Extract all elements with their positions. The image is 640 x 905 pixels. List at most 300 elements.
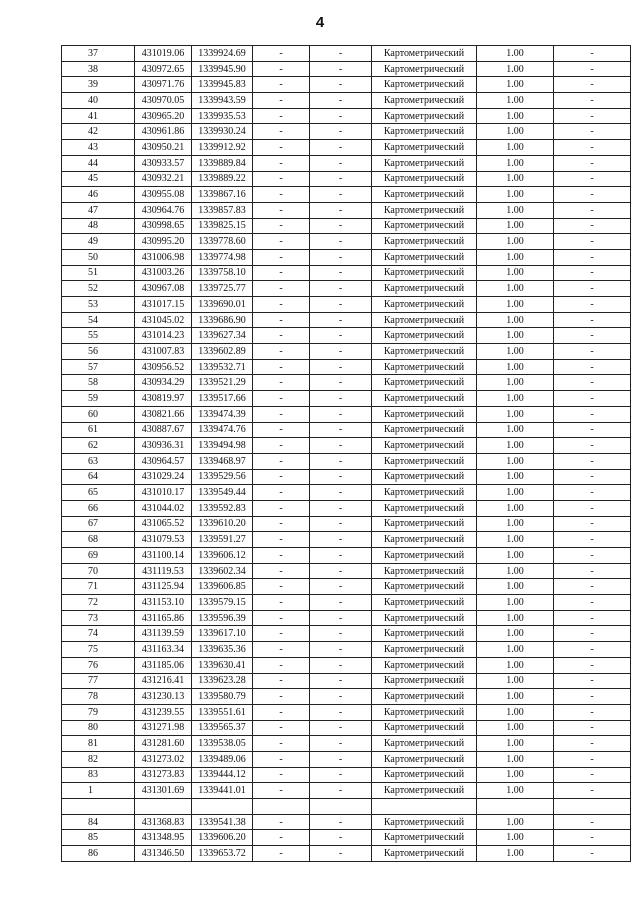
point-number-cell: 58: [62, 375, 135, 391]
dash-cell: -: [253, 532, 310, 548]
table-row: [62, 610, 631, 626]
method-cell: Картометрический: [372, 140, 477, 156]
point-number-cell: 48: [62, 218, 135, 234]
x-coordinate-cell: 430970.05: [135, 93, 192, 109]
x-coordinate-cell: 430961.86: [135, 124, 192, 140]
table-row: [62, 830, 631, 846]
dash-cell: -: [554, 657, 631, 673]
accuracy-cell: 1.00: [477, 720, 554, 736]
accuracy-cell: 1.00: [477, 846, 554, 862]
point-number-cell: 67: [62, 516, 135, 532]
y-coordinate-cell: 1339725.77: [192, 281, 253, 297]
table-row: [62, 846, 631, 862]
accuracy-cell: 1.00: [477, 124, 554, 140]
y-coordinate-cell: 1339857.83: [192, 202, 253, 218]
dash-cell: -: [253, 595, 310, 611]
method-cell: Картометрический: [372, 751, 477, 767]
accuracy-cell: 1.00: [477, 626, 554, 642]
x-coordinate-cell: 430998.65: [135, 218, 192, 234]
method-cell: Картометрический: [372, 438, 477, 454]
method-cell: Картометрический: [372, 202, 477, 218]
dash-cell: -: [554, 124, 631, 140]
accuracy-cell: 1.00: [477, 563, 554, 579]
x-coordinate-cell: 430964.76: [135, 202, 192, 218]
dash-cell: -: [253, 846, 310, 862]
x-coordinate-cell: 431165.86: [135, 610, 192, 626]
point-number-cell: 54: [62, 312, 135, 328]
table-row: [62, 77, 631, 93]
dash-cell: -: [554, 563, 631, 579]
y-coordinate-cell: 1339441.01: [192, 783, 253, 799]
accuracy-cell: 1.00: [477, 610, 554, 626]
y-coordinate-cell: 1339889.84: [192, 155, 253, 171]
dash-cell: -: [253, 626, 310, 642]
dash-cell: -: [253, 563, 310, 579]
dash-cell: -: [253, 391, 310, 407]
dash-cell: -: [310, 375, 372, 391]
accuracy-cell: 1.00: [477, 485, 554, 501]
dash-cell: -: [310, 736, 372, 752]
x-coordinate-cell: 431100.14: [135, 548, 192, 564]
y-coordinate-cell: 1339579.15: [192, 595, 253, 611]
x-coordinate-cell: 431185.06: [135, 657, 192, 673]
point-number-cell: 42: [62, 124, 135, 140]
dash-cell: -: [310, 751, 372, 767]
method-cell: Картометрический: [372, 46, 477, 62]
x-coordinate-cell: 431029.24: [135, 469, 192, 485]
accuracy-cell: 1.00: [477, 171, 554, 187]
accuracy-cell: 1.00: [477, 218, 554, 234]
method-cell: Картометрический: [372, 422, 477, 438]
point-number-cell: 47: [62, 202, 135, 218]
method-cell: Картометрический: [372, 689, 477, 705]
accuracy-cell: 1.00: [477, 704, 554, 720]
accuracy-cell: 1.00: [477, 249, 554, 265]
dash-cell: -: [253, 579, 310, 595]
dash-cell: -: [554, 814, 631, 830]
y-coordinate-cell: 1339541.38: [192, 814, 253, 830]
method-cell: Картометрический: [372, 657, 477, 673]
table-row: [62, 453, 631, 469]
x-coordinate-cell: 431006.98: [135, 249, 192, 265]
dash-cell: -: [554, 328, 631, 344]
table-row: [62, 689, 631, 705]
accuracy-cell: 1.00: [477, 642, 554, 658]
dash-cell: -: [253, 93, 310, 109]
dash-cell: -: [310, 704, 372, 720]
table-row: [62, 140, 631, 156]
dash-cell: -: [310, 281, 372, 297]
dash-cell: -: [253, 767, 310, 783]
x-coordinate-cell: 431239.55: [135, 704, 192, 720]
point-number-cell: 60: [62, 406, 135, 422]
x-coordinate-cell: 431010.17: [135, 485, 192, 501]
y-coordinate-cell: 1339889.22: [192, 171, 253, 187]
table-row: [62, 736, 631, 752]
dash-cell: -: [310, 767, 372, 783]
x-coordinate-cell: 431079.53: [135, 532, 192, 548]
method-cell: Картометрический: [372, 453, 477, 469]
x-coordinate-cell: 431346.50: [135, 846, 192, 862]
dash-cell: -: [310, 610, 372, 626]
dash-cell: -: [554, 751, 631, 767]
table-row: [62, 344, 631, 360]
y-coordinate-cell: 1339930.24: [192, 124, 253, 140]
y-coordinate-cell: 1339602.34: [192, 563, 253, 579]
point-number-cell: 56: [62, 344, 135, 360]
table-row: [62, 328, 631, 344]
y-coordinate-cell: 1339592.83: [192, 500, 253, 516]
dash-cell: -: [310, 391, 372, 407]
y-coordinate-cell: 1339474.76: [192, 422, 253, 438]
point-number-cell: 76: [62, 657, 135, 673]
dash-cell: -: [310, 846, 372, 862]
y-coordinate-cell: 1339606.12: [192, 548, 253, 564]
accuracy-cell: 1.00: [477, 108, 554, 124]
point-number-cell: 81: [62, 736, 135, 752]
x-coordinate-cell: 431119.53: [135, 563, 192, 579]
method-cell: Картометрический: [372, 391, 477, 407]
x-coordinate-cell: 431230.13: [135, 689, 192, 705]
dash-cell: -: [253, 642, 310, 658]
accuracy-cell: 1.00: [477, 595, 554, 611]
x-coordinate-cell: 431017.15: [135, 297, 192, 313]
method-cell: Картометрический: [372, 610, 477, 626]
x-coordinate-cell: 431014.23: [135, 328, 192, 344]
point-number-cell: 40: [62, 93, 135, 109]
x-coordinate-cell: 431301.69: [135, 783, 192, 799]
dash-cell: -: [310, 438, 372, 454]
y-coordinate-cell: 1339580.79: [192, 689, 253, 705]
accuracy-cell: 1.00: [477, 783, 554, 799]
table-row: [62, 108, 631, 124]
dash-cell: -: [253, 249, 310, 265]
method-cell: Картометрический: [372, 720, 477, 736]
x-coordinate-cell: 431044.02: [135, 500, 192, 516]
point-number-cell: 71: [62, 579, 135, 595]
accuracy-cell: 1.00: [477, 751, 554, 767]
x-coordinate-cell: 430964.57: [135, 453, 192, 469]
y-coordinate-cell: 1339489.06: [192, 751, 253, 767]
accuracy-cell: 1.00: [477, 673, 554, 689]
dash-cell: -: [554, 234, 631, 250]
table-row: [62, 155, 631, 171]
dash-cell: -: [310, 202, 372, 218]
table-row: [62, 391, 631, 407]
dash-cell: -: [253, 673, 310, 689]
dash-cell: -: [554, 516, 631, 532]
point-number-cell: 55: [62, 328, 135, 344]
point-number-cell: 53: [62, 297, 135, 313]
table-row: [62, 548, 631, 564]
y-coordinate-cell: 1339758.10: [192, 265, 253, 281]
method-cell: Картометрический: [372, 485, 477, 501]
y-coordinate-cell: 1339532.71: [192, 359, 253, 375]
method-cell: Картометрический: [372, 579, 477, 595]
accuracy-cell: 1.00: [477, 422, 554, 438]
method-cell: Картометрический: [372, 93, 477, 109]
point-number-cell: 78: [62, 689, 135, 705]
method-cell: Картометрический: [372, 328, 477, 344]
dash-cell: -: [253, 830, 310, 846]
accuracy-cell: 1.00: [477, 77, 554, 93]
x-coordinate-cell: 430955.08: [135, 187, 192, 203]
dash-cell: -: [253, 234, 310, 250]
y-coordinate-cell: 1339945.90: [192, 61, 253, 77]
x-coordinate-cell: 431045.02: [135, 312, 192, 328]
dash-cell: -: [554, 297, 631, 313]
point-number-cell: 43: [62, 140, 135, 156]
point-number-cell: 62: [62, 438, 135, 454]
dash-cell: -: [310, 657, 372, 673]
point-number-cell: 83: [62, 767, 135, 783]
x-coordinate-cell: 431153.10: [135, 595, 192, 611]
dash-cell: -: [554, 202, 631, 218]
dash-cell: -: [310, 516, 372, 532]
method-cell: Картометрический: [372, 281, 477, 297]
method-cell: Картометрический: [372, 297, 477, 313]
x-coordinate-cell: 430965.20: [135, 108, 192, 124]
dash-cell: -: [554, 406, 631, 422]
x-coordinate-cell: 430950.21: [135, 140, 192, 156]
dash-cell: -: [554, 438, 631, 454]
dash-cell: -: [310, 406, 372, 422]
y-coordinate-cell: 1339825.15: [192, 218, 253, 234]
point-number-cell: 39: [62, 77, 135, 93]
accuracy-cell: 1.00: [477, 344, 554, 360]
dash-cell: -: [310, 328, 372, 344]
dash-cell: -: [310, 830, 372, 846]
point-number-cell: 73: [62, 610, 135, 626]
dash-cell: -: [310, 140, 372, 156]
dash-cell: [310, 799, 372, 815]
accuracy-cell: [477, 799, 554, 815]
point-number-cell: 82: [62, 751, 135, 767]
dash-cell: -: [253, 218, 310, 234]
dash-cell: -: [554, 846, 631, 862]
point-number-cell: 77: [62, 673, 135, 689]
dash-cell: -: [310, 783, 372, 799]
method-cell: Картометрический: [372, 516, 477, 532]
dash-cell: -: [554, 108, 631, 124]
method-cell: Картометрический: [372, 830, 477, 846]
point-number-cell: 79: [62, 704, 135, 720]
method-cell: Картометрический: [372, 77, 477, 93]
dash-cell: -: [310, 626, 372, 642]
y-coordinate-cell: 1339778.60: [192, 234, 253, 250]
accuracy-cell: 1.00: [477, 736, 554, 752]
dash-cell: -: [253, 328, 310, 344]
dash-cell: -: [310, 108, 372, 124]
dash-cell: -: [253, 297, 310, 313]
y-coordinate-cell: 1339494.98: [192, 438, 253, 454]
accuracy-cell: 1.00: [477, 202, 554, 218]
dash-cell: -: [554, 312, 631, 328]
point-number-cell: 45: [62, 171, 135, 187]
accuracy-cell: 1.00: [477, 61, 554, 77]
point-number-cell: 44: [62, 155, 135, 171]
dash-cell: -: [310, 234, 372, 250]
accuracy-cell: 1.00: [477, 297, 554, 313]
point-number-cell: 1: [62, 783, 135, 799]
x-coordinate-cell: 431216.41: [135, 673, 192, 689]
point-number-cell: 65: [62, 485, 135, 501]
dash-cell: -: [554, 265, 631, 281]
accuracy-cell: 1.00: [477, 46, 554, 62]
x-coordinate-cell: 431019.06: [135, 46, 192, 62]
dash-cell: -: [554, 46, 631, 62]
table-row: [62, 500, 631, 516]
dash-cell: -: [310, 422, 372, 438]
dash-cell: -: [253, 124, 310, 140]
y-coordinate-cell: 1339627.34: [192, 328, 253, 344]
y-coordinate-cell: 1339623.28: [192, 673, 253, 689]
dash-cell: -: [253, 202, 310, 218]
dash-cell: -: [554, 391, 631, 407]
dash-cell: -: [310, 312, 372, 328]
dash-cell: -: [554, 720, 631, 736]
accuracy-cell: 1.00: [477, 155, 554, 171]
x-coordinate-cell: 431271.98: [135, 720, 192, 736]
dash-cell: [554, 799, 631, 815]
table-row: [62, 673, 631, 689]
x-coordinate-cell: 430887.67: [135, 422, 192, 438]
dash-cell: -: [554, 548, 631, 564]
dash-cell: -: [310, 297, 372, 313]
dash-cell: -: [310, 689, 372, 705]
dash-cell: -: [253, 140, 310, 156]
method-cell: Картометрический: [372, 595, 477, 611]
table-row: [62, 359, 631, 375]
table-row: [62, 93, 631, 109]
x-coordinate-cell: 430932.21: [135, 171, 192, 187]
dash-cell: -: [253, 453, 310, 469]
y-coordinate-cell: 1339474.39: [192, 406, 253, 422]
dash-cell: -: [253, 406, 310, 422]
accuracy-cell: 1.00: [477, 359, 554, 375]
dash-cell: -: [310, 500, 372, 516]
dash-cell: -: [310, 344, 372, 360]
point-number-cell: 69: [62, 548, 135, 564]
accuracy-cell: 1.00: [477, 281, 554, 297]
point-number-cell: 63: [62, 453, 135, 469]
accuracy-cell: 1.00: [477, 438, 554, 454]
coordinates-table: [61, 45, 631, 862]
point-number-cell: 85: [62, 830, 135, 846]
point-number-cell: 84: [62, 814, 135, 830]
table-row: [62, 657, 631, 673]
y-coordinate-cell: 1339551.61: [192, 704, 253, 720]
table-row: [62, 704, 631, 720]
point-number-cell: 51: [62, 265, 135, 281]
dash-cell: -: [310, 77, 372, 93]
dash-cell: -: [554, 171, 631, 187]
dash-cell: -: [310, 642, 372, 658]
dash-cell: -: [554, 155, 631, 171]
dash-cell: -: [253, 46, 310, 62]
dash-cell: -: [253, 610, 310, 626]
dash-cell: -: [554, 249, 631, 265]
y-coordinate-cell: 1339690.01: [192, 297, 253, 313]
y-coordinate-cell: 1339591.27: [192, 532, 253, 548]
x-coordinate-cell: 431273.02: [135, 751, 192, 767]
y-coordinate-cell: 1339935.53: [192, 108, 253, 124]
dash-cell: -: [253, 485, 310, 501]
table-row: [62, 595, 631, 611]
x-coordinate-cell: 431281.60: [135, 736, 192, 752]
accuracy-cell: 1.00: [477, 767, 554, 783]
accuracy-cell: 1.00: [477, 814, 554, 830]
x-coordinate-cell: 430971.76: [135, 77, 192, 93]
dash-cell: [253, 799, 310, 815]
table-row: [62, 375, 631, 391]
y-coordinate-cell: 1339602.89: [192, 344, 253, 360]
table-row: [62, 265, 631, 281]
dash-cell: -: [554, 187, 631, 203]
dash-cell: -: [253, 783, 310, 799]
x-coordinate-cell: [135, 799, 192, 815]
y-coordinate-cell: 1339606.85: [192, 579, 253, 595]
dash-cell: -: [310, 579, 372, 595]
accuracy-cell: 1.00: [477, 328, 554, 344]
dash-cell: -: [310, 563, 372, 579]
method-cell: Картометрический: [372, 673, 477, 689]
dash-cell: -: [554, 673, 631, 689]
method-cell: Картометрический: [372, 548, 477, 564]
x-coordinate-cell: 431163.34: [135, 642, 192, 658]
table-row: [62, 281, 631, 297]
method-cell: Картометрический: [372, 406, 477, 422]
y-coordinate-cell: 1339924.69: [192, 46, 253, 62]
accuracy-cell: 1.00: [477, 93, 554, 109]
x-coordinate-cell: 430819.97: [135, 391, 192, 407]
dash-cell: -: [554, 689, 631, 705]
accuracy-cell: 1.00: [477, 375, 554, 391]
x-coordinate-cell: 431065.52: [135, 516, 192, 532]
method-cell: Картометрический: [372, 626, 477, 642]
table-row: [62, 234, 631, 250]
x-coordinate-cell: 431007.83: [135, 344, 192, 360]
dash-cell: -: [310, 359, 372, 375]
method-cell: Картометрический: [372, 532, 477, 548]
dash-cell: -: [554, 469, 631, 485]
dash-cell: -: [554, 704, 631, 720]
dash-cell: -: [253, 689, 310, 705]
dash-cell: -: [253, 548, 310, 564]
dash-cell: -: [310, 171, 372, 187]
point-number-cell: 75: [62, 642, 135, 658]
dash-cell: -: [310, 453, 372, 469]
method-cell: Картометрический: [372, 563, 477, 579]
y-coordinate-cell: 1339867.16: [192, 187, 253, 203]
dash-cell: -: [253, 704, 310, 720]
method-cell: Картометрический: [372, 469, 477, 485]
method-cell: Картометрический: [372, 108, 477, 124]
method-cell: Картометрический: [372, 234, 477, 250]
dash-cell: -: [310, 93, 372, 109]
dash-cell: -: [310, 673, 372, 689]
y-coordinate-cell: 1339565.37: [192, 720, 253, 736]
dash-cell: -: [253, 516, 310, 532]
point-number-cell: 70: [62, 563, 135, 579]
y-coordinate-cell: 1339444.12: [192, 767, 253, 783]
dash-cell: -: [554, 281, 631, 297]
method-cell: Картометрический: [372, 375, 477, 391]
dash-cell: -: [310, 548, 372, 564]
dash-cell: -: [310, 124, 372, 140]
dash-cell: -: [253, 281, 310, 297]
dash-cell: -: [554, 500, 631, 516]
